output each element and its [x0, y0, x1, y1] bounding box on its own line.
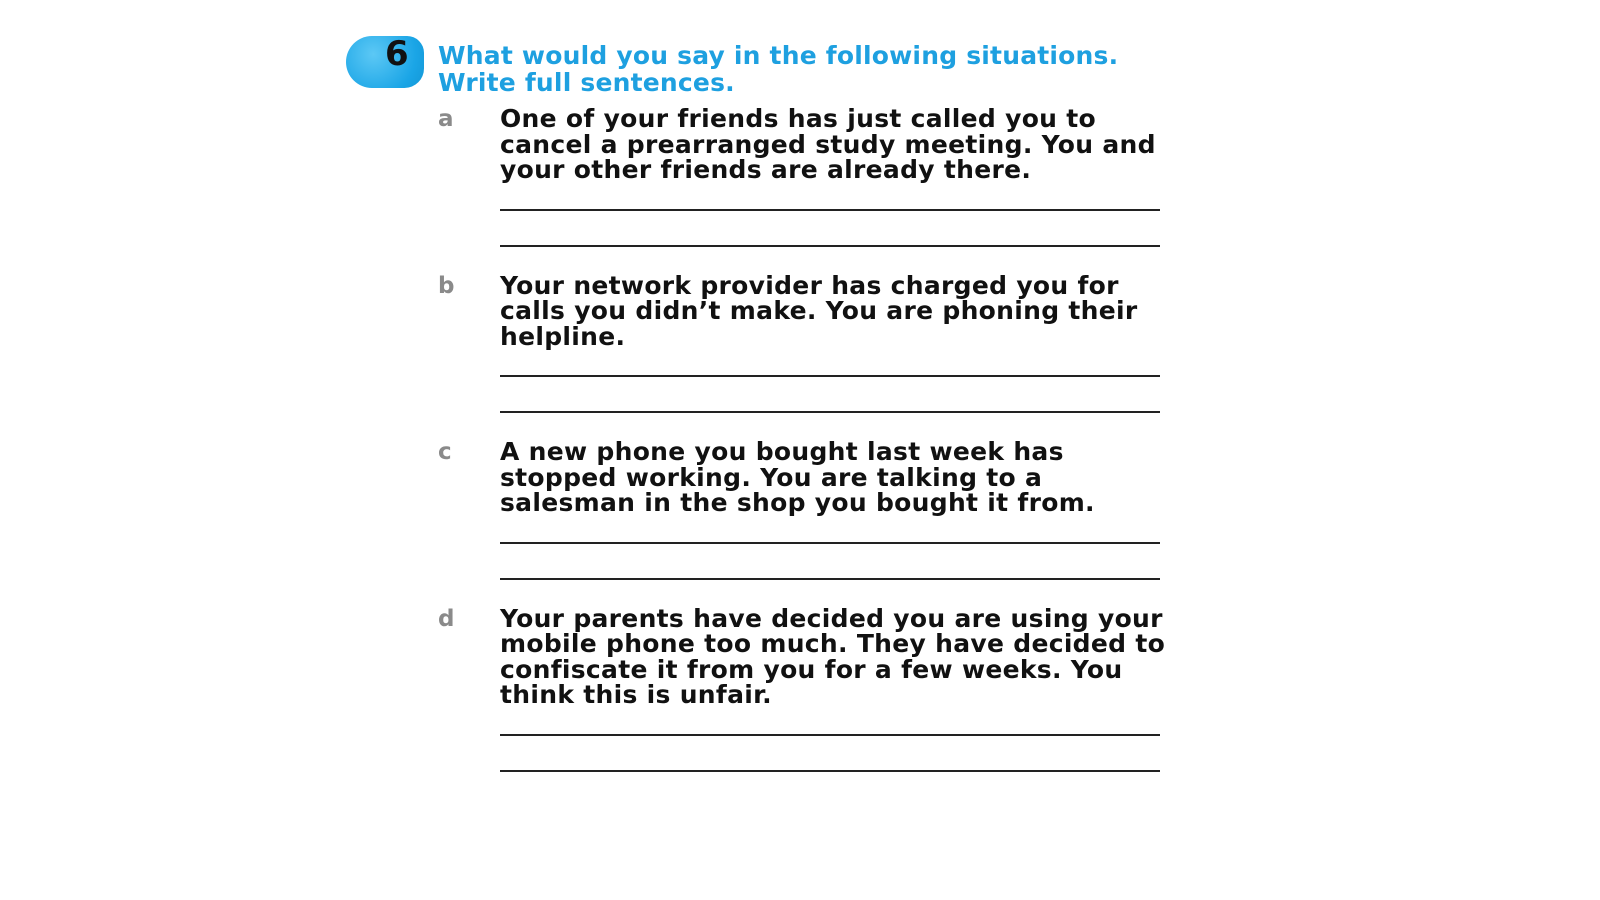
item-letter: a	[438, 106, 454, 132]
item-prompt: One of your friends has just called you to cancel a prearranged study meeting. You and your other friends are already there.	[500, 104, 1156, 184]
item-letter: c	[438, 439, 452, 465]
exercise	[346, 34, 1186, 709]
item-letter: d	[438, 605, 455, 632]
answer-line[interactable]	[500, 211, 1160, 247]
answer-line[interactable]	[500, 544, 1160, 580]
exercise-number: 6	[385, 34, 409, 74]
exercise-item-a	[438, 106, 1198, 247]
exercise-item-c	[438, 439, 1198, 580]
exercise-items	[438, 106, 1198, 798]
answer-line[interactable]	[500, 736, 1160, 772]
answer-line[interactable]	[500, 349, 1160, 377]
exercise-number-badge	[346, 36, 424, 88]
exercise-header	[346, 34, 1186, 100]
item-letter: b	[438, 272, 455, 299]
answer-line[interactable]	[500, 377, 1160, 413]
exercise-instruction: What would you say in the following situations. Write full sentences.	[438, 41, 1119, 97]
answer-line[interactable]	[500, 708, 1160, 736]
exercise-item-b	[438, 270, 1198, 414]
item-prompt: Your network provider has charged you for calls you didn’t make. You are phoning their helpline.	[500, 270, 1138, 351]
answer-line[interactable]	[500, 516, 1160, 544]
item-prompt: Your parents have decided you are using your mobile phone too much. They have decided to confiscate it from you for a few weeks. You think this is unfair.	[500, 603, 1166, 709]
item-prompt: A new phone you bought last week has stopped working. You are talking to a salesman in the shop you bought it from.	[500, 437, 1095, 517]
answer-line[interactable]	[500, 183, 1160, 211]
exercise-item-d	[438, 603, 1198, 772]
